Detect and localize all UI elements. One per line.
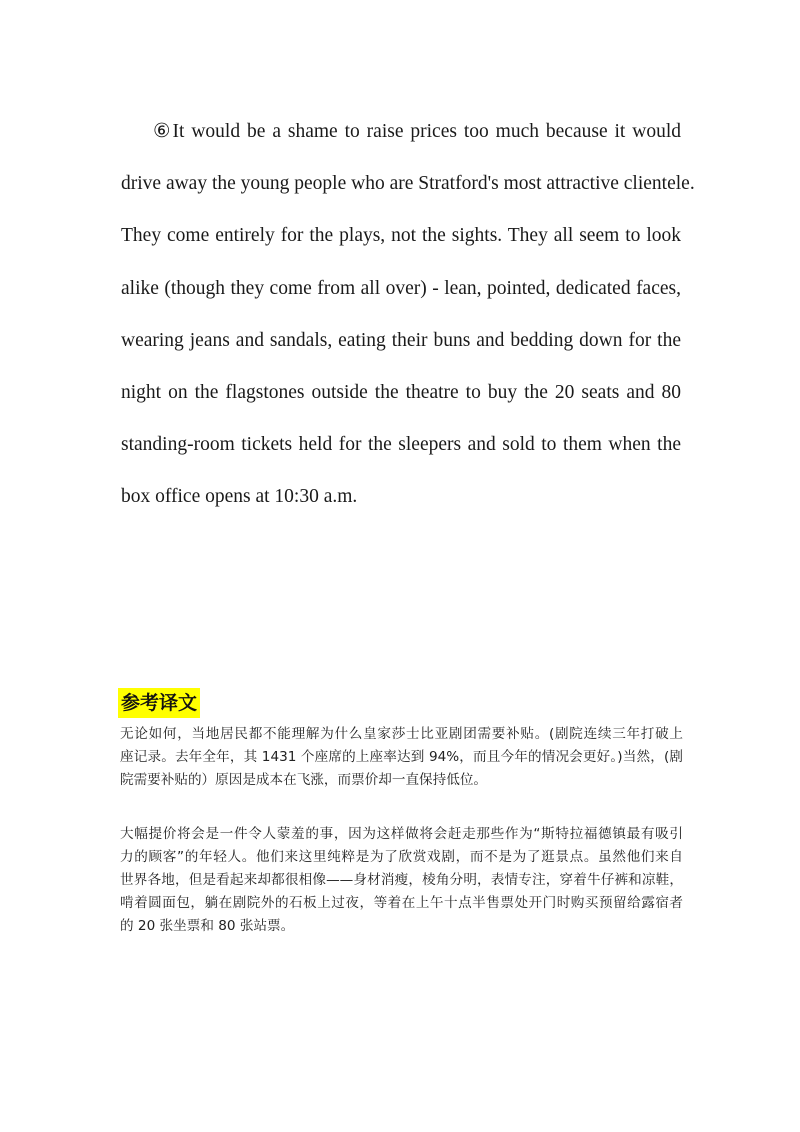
translation-line: 座记录。去年全年，其 1431 个座席的上座率达到 94%，而且今年的情况会更好。)当然，(剧 [120, 749, 683, 765]
passage-line: They come entirely for the plays, not the sights. They all seem to look [121, 225, 681, 247]
translation-line: 力的顾客”的年轻人。他们来这里纯粹是为了欣赏戏剧，而不是为了逛景点。虽然他们来自 [120, 849, 683, 865]
translation-line: 院需要补贴的）原因是成本在飞涨，而票价却一直保持低位。 [120, 772, 488, 788]
translation-line: 的 20 张坐票和 80 张站票。 [120, 918, 295, 934]
passage-line: ⑥It would be a shame to raise prices too much because it would [151, 121, 681, 142]
passage-line: night on the flagstones outside the theatre to buy the 20 seats and 80 [121, 382, 681, 404]
passage-line: wearing jeans and sandals, eating their buns and bedding down for the [121, 329, 681, 351]
reference-translation-heading: 参考译文 [118, 688, 200, 718]
translation-paragraph-2 [120, 823, 683, 938]
english-passage [121, 106, 695, 524]
translation-line: 啃着圆面包，躺在剧院外的石板上过夜，等着在上午十点半售票处开门时购买预留给露宿者 [120, 895, 683, 911]
translation-line: 无论如何，当地居民都不能理解为什么皇家莎士比亚剧团需要补贴。(剧院连续三年打破上 [120, 726, 683, 742]
translation-paragraph-1 [120, 723, 683, 792]
passage-line: standing-room tickets held for the sleepers and sold to them when the [121, 434, 681, 456]
translation-line: 世界各地，但是看起来却都很相像——身材消瘦，棱角分明，表情专注，穿着牛仔裤和凉鞋， [120, 872, 683, 888]
passage-line: alike (though they come from all over) - lean, pointed, dedicated faces, [121, 277, 681, 299]
translation-line: 大幅提价将会是一件令人蒙羞的事，因为这样做将会赶走那些作为“斯特拉福德镇最有吸引 [120, 826, 683, 842]
passage-line: box office opens at 10:30 a.m. [121, 486, 358, 508]
passage-line: drive away the young people who are Stratford's most attractive clientele. [121, 173, 695, 195]
